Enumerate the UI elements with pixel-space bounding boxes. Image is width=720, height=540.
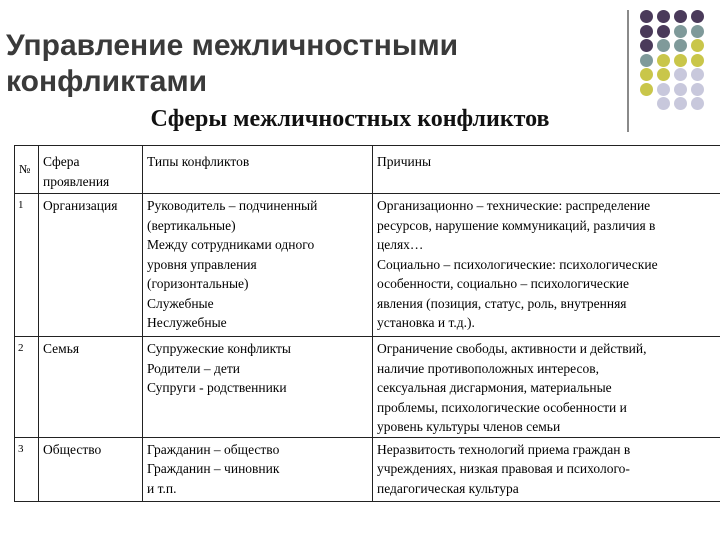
row-sphere: Семья <box>39 337 143 438</box>
types-line: и т.п. <box>147 480 177 496</box>
decor-dot <box>691 68 704 81</box>
decor-dot <box>691 10 704 23</box>
row-num: 3 <box>15 437 39 501</box>
decor-dot <box>674 39 687 52</box>
table-row <box>15 437 720 501</box>
causes-line: наличие противоположных интересов, <box>377 360 599 376</box>
types-line: (горизонтальные) <box>147 276 249 291</box>
header-types: Типы конфликтов <box>143 146 373 194</box>
causes-line: педагогическая культура <box>377 480 519 496</box>
header-sphere-line: Сфера <box>43 154 80 169</box>
decor-dot <box>657 54 670 67</box>
decor-dot <box>674 10 687 23</box>
row-num: 2 <box>15 337 39 438</box>
row-types <box>143 194 373 337</box>
title-line-1: Управление межличностными <box>6 29 459 62</box>
header-num: № <box>15 146 39 194</box>
causes-line: уровень культуры членов семьи <box>377 419 561 434</box>
row-sphere: Общество <box>39 437 143 501</box>
page-title <box>6 28 606 100</box>
types-line: (вертикальные) <box>147 217 236 233</box>
causes-line: особенности, социально – психологические <box>377 276 629 291</box>
row-causes <box>373 437 720 501</box>
decor-dot <box>691 83 704 96</box>
types-line: Родители – дети <box>147 360 240 376</box>
decor-dot <box>691 54 704 67</box>
header-causes: Причины <box>373 146 720 194</box>
table-row <box>15 337 720 438</box>
table-heading: Сферы межличностных конфликтов <box>150 106 550 132</box>
decor-dot <box>657 83 670 96</box>
decor-dot <box>657 68 670 81</box>
causes-line: проблемы, психологические особенности и <box>377 399 627 415</box>
row-types <box>143 337 373 438</box>
decor-dot <box>640 68 653 81</box>
table-header-row <box>15 146 720 194</box>
decor-dot <box>674 54 687 67</box>
causes-line: установка и т.д.). <box>377 315 475 330</box>
causes-line: явления (позиция, статус, роль, внутренняя <box>377 295 627 311</box>
types-line: Супружеские конфликты <box>147 341 291 356</box>
types-line: Неслужебные <box>147 315 227 330</box>
title-line-2: конфликтами <box>6 65 208 98</box>
row-types <box>143 437 373 501</box>
types-line: Гражданин – общество <box>147 441 280 457</box>
decor-dot <box>674 25 687 38</box>
types-line: Служебные <box>147 295 214 311</box>
header-sphere-line: проявления <box>43 173 110 189</box>
row-num: 1 <box>15 194 39 337</box>
row-causes <box>373 194 720 337</box>
decor-dot <box>657 39 670 52</box>
types-line: Супруги - родственники <box>147 380 287 395</box>
decor-dot <box>657 10 670 23</box>
decor-dot <box>674 83 687 96</box>
decor-dot <box>640 54 653 67</box>
conflict-spheres-table <box>14 145 720 502</box>
causes-line: сексуальная дисгармония, материальные <box>377 380 612 395</box>
types-line: Руководитель – подчиненный <box>147 198 318 213</box>
causes-line: Неразвитость технологий приема граждан в <box>377 441 631 457</box>
causes-line: целях… <box>377 237 424 252</box>
table-row <box>15 194 720 337</box>
causes-line: Организационно – технические: распределение <box>377 198 651 213</box>
causes-line: Социально – психологические: психологические <box>377 256 658 272</box>
decor-dot <box>640 25 653 38</box>
header-sphere <box>39 146 143 194</box>
decor-dot <box>640 39 653 52</box>
types-line: уровня управления <box>147 256 257 272</box>
decor-dot-grid <box>640 10 720 110</box>
causes-line: Ограничение свободы, активности и действий, <box>377 341 647 356</box>
causes-line: ресурсов, нарушение коммуникаций, различия в <box>377 217 656 233</box>
decor-dot <box>691 39 704 52</box>
types-line: Между сотрудниками одного <box>147 237 315 252</box>
causes-line: учреждениях, низкая правовая и психолого- <box>377 461 630 476</box>
types-line: Гражданин – чиновник <box>147 461 280 476</box>
decor-dot <box>674 68 687 81</box>
decor-dot <box>640 83 653 96</box>
decor-dot <box>640 10 653 23</box>
row-causes <box>373 337 720 438</box>
decor-dot <box>691 25 704 38</box>
row-sphere: Организация <box>39 194 143 337</box>
decor-dot <box>657 25 670 38</box>
